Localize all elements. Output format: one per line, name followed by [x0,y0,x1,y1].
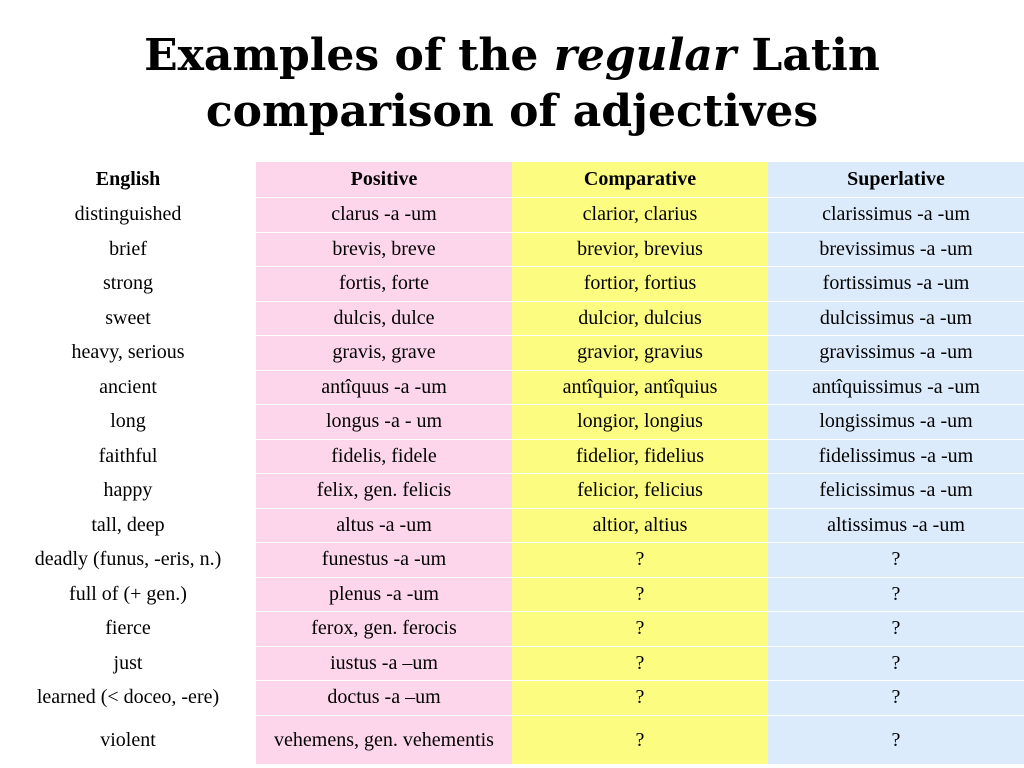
cell-comparative: ? [512,577,768,612]
cell-superlative: altissimus -a -um [768,508,1024,543]
cell-comparative: dulcior, dulcius [512,301,768,336]
cell-positive: altus -a -um [256,508,512,543]
cell-superlative: ? [768,543,1024,578]
cell-superlative: longissimus -a -um [768,405,1024,440]
cell-comparative: felicior, felicius [512,474,768,509]
cell-superlative: fortissimus -a -um [768,267,1024,302]
cell-positive: felix, gen. felicis [256,474,512,509]
header-row [0,162,1024,198]
title-emphasis: regular [553,30,737,81]
cell-english: sweet [0,301,256,336]
cell-english: full of (+ gen.) [0,577,256,612]
cell-comparative: brevior, brevius [512,232,768,267]
cell-english: learned (< doceo, -ere) [0,681,256,716]
cell-comparative: ? [512,715,768,764]
cell-english: fierce [0,612,256,647]
cell-positive: brevis, breve [256,232,512,267]
cell-positive: antîquus -a -um [256,370,512,405]
table-row [0,715,1024,764]
cell-positive: fidelis, fidele [256,439,512,474]
cell-positive: plenus -a -um [256,577,512,612]
cell-positive: clarus -a -um [256,198,512,233]
header-positive: Positive [256,162,512,198]
header-superlative: Superlative [768,162,1024,198]
cell-superlative: clarissimus -a -um [768,198,1024,233]
title-line-2: comparison of adjectives [205,86,819,137]
cell-positive: iustus -a –um [256,646,512,681]
page-title [0,28,1024,140]
table-row [0,646,1024,681]
cell-superlative: gravissimus -a -um [768,336,1024,371]
cell-comparative: ? [512,681,768,716]
header-english: English [0,162,256,198]
table-row [0,336,1024,371]
table-row [0,232,1024,267]
cell-english: brief [0,232,256,267]
table-row [0,474,1024,509]
cell-comparative: clarior, clarius [512,198,768,233]
table-row [0,198,1024,233]
cell-superlative: antîquissimus -a -um [768,370,1024,405]
cell-superlative: ? [768,646,1024,681]
cell-superlative: ? [768,577,1024,612]
cell-comparative: ? [512,646,768,681]
cell-english: just [0,646,256,681]
cell-comparative: ? [512,612,768,647]
table-row [0,543,1024,578]
cell-english: tall, deep [0,508,256,543]
cell-english: deadly (funus, -eris, n.) [0,543,256,578]
cell-superlative: dulcissimus -a -um [768,301,1024,336]
cell-comparative: ? [512,543,768,578]
cell-superlative: ? [768,681,1024,716]
table-row [0,405,1024,440]
table-row [0,508,1024,543]
cell-positive: funestus -a -um [256,543,512,578]
cell-comparative: longior, longius [512,405,768,440]
cell-superlative: brevissimus -a -um [768,232,1024,267]
cell-english: long [0,405,256,440]
table-row [0,681,1024,716]
cell-english: heavy, serious [0,336,256,371]
header-comparative: Comparative [512,162,768,198]
cell-comparative: fortior, fortius [512,267,768,302]
cell-positive: ferox, gen. ferocis [256,612,512,647]
table-row [0,577,1024,612]
table-row [0,612,1024,647]
cell-comparative: gravior, gravius [512,336,768,371]
cell-comparative: antîquior, antîquius [512,370,768,405]
cell-positive: doctus -a –um [256,681,512,716]
cell-positive: gravis, grave [256,336,512,371]
cell-positive: fortis, forte [256,267,512,302]
table-row [0,439,1024,474]
title-text-after: Latin [736,30,880,81]
table-row [0,370,1024,405]
title-text-before: Examples of the [144,30,554,81]
table-row [0,267,1024,302]
cell-english: distinguished [0,198,256,233]
title-line-1 [0,28,1024,84]
cell-english: ancient [0,370,256,405]
cell-superlative: ? [768,715,1024,764]
cell-english: violent [0,715,256,764]
cell-comparative: altior, altius [512,508,768,543]
cell-superlative: ? [768,612,1024,647]
cell-comparative: fidelior, fidelius [512,439,768,474]
cell-positive: dulcis, dulce [256,301,512,336]
cell-positive: longus -a - um [256,405,512,440]
cell-positive: vehemens, gen. vehementis [256,715,512,764]
table-row [0,301,1024,336]
table-body [0,198,1024,765]
cell-english: strong [0,267,256,302]
cell-superlative: fidelissimus -a -um [768,439,1024,474]
cell-english: happy [0,474,256,509]
cell-english: faithful [0,439,256,474]
cell-superlative: felicissimus -a -um [768,474,1024,509]
comparison-table [0,162,1024,765]
